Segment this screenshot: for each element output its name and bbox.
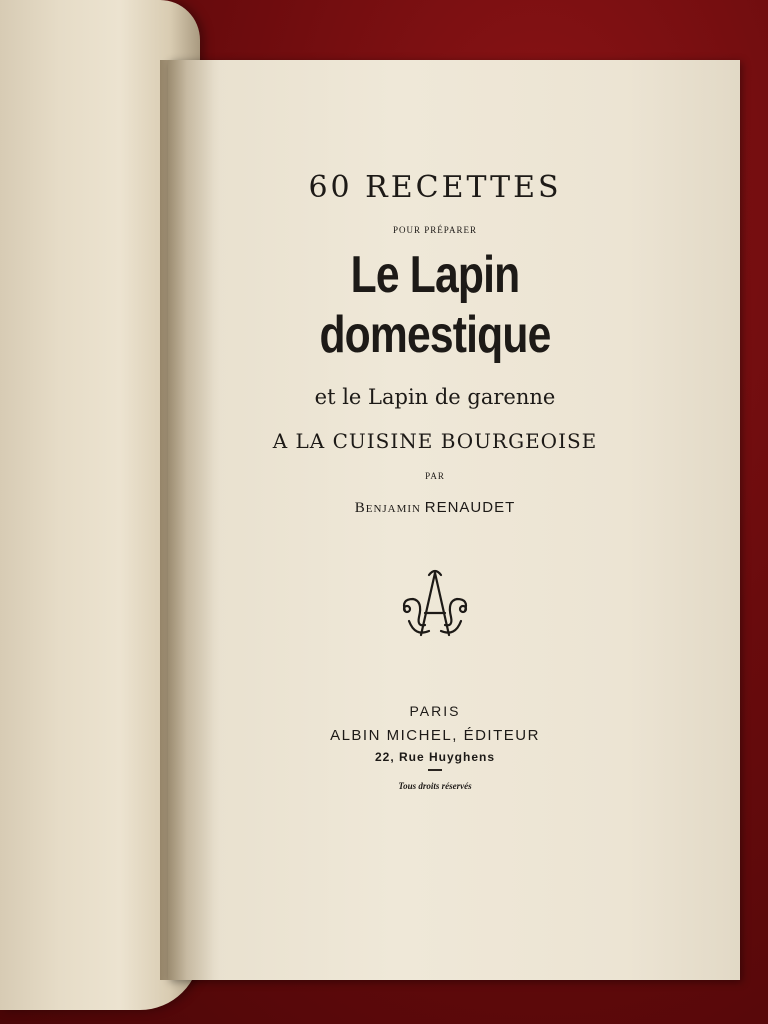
book-title: Le Lapin domestique bbox=[319, 246, 551, 364]
rights-reserved-text: Tous droits réservés bbox=[398, 781, 472, 791]
subtitle-line-2: A LA CUISINE BOURGEOISE bbox=[272, 429, 598, 453]
author-name bbox=[200, 499, 670, 517]
subtitle-line-1: et le Lapin de garenne bbox=[314, 385, 556, 409]
publisher-address: 22, Rue Huyghens bbox=[374, 750, 496, 764]
recipe-count-heading: 60 RECETTES bbox=[308, 170, 562, 205]
publisher-name: ALBIN MICHEL, ÉDITEUR bbox=[330, 727, 540, 744]
title-page-content bbox=[200, 170, 670, 791]
separator-dash bbox=[428, 769, 442, 771]
publisher-monogram-icon bbox=[395, 565, 475, 645]
author-first-name: Benjamin bbox=[354, 500, 421, 516]
pour-preparer-text: POUR PRÉPARER bbox=[393, 225, 477, 235]
author-last-name: RENAUDET bbox=[424, 499, 516, 516]
city-text: PARIS bbox=[409, 703, 461, 719]
par-text: PAR bbox=[425, 471, 445, 481]
